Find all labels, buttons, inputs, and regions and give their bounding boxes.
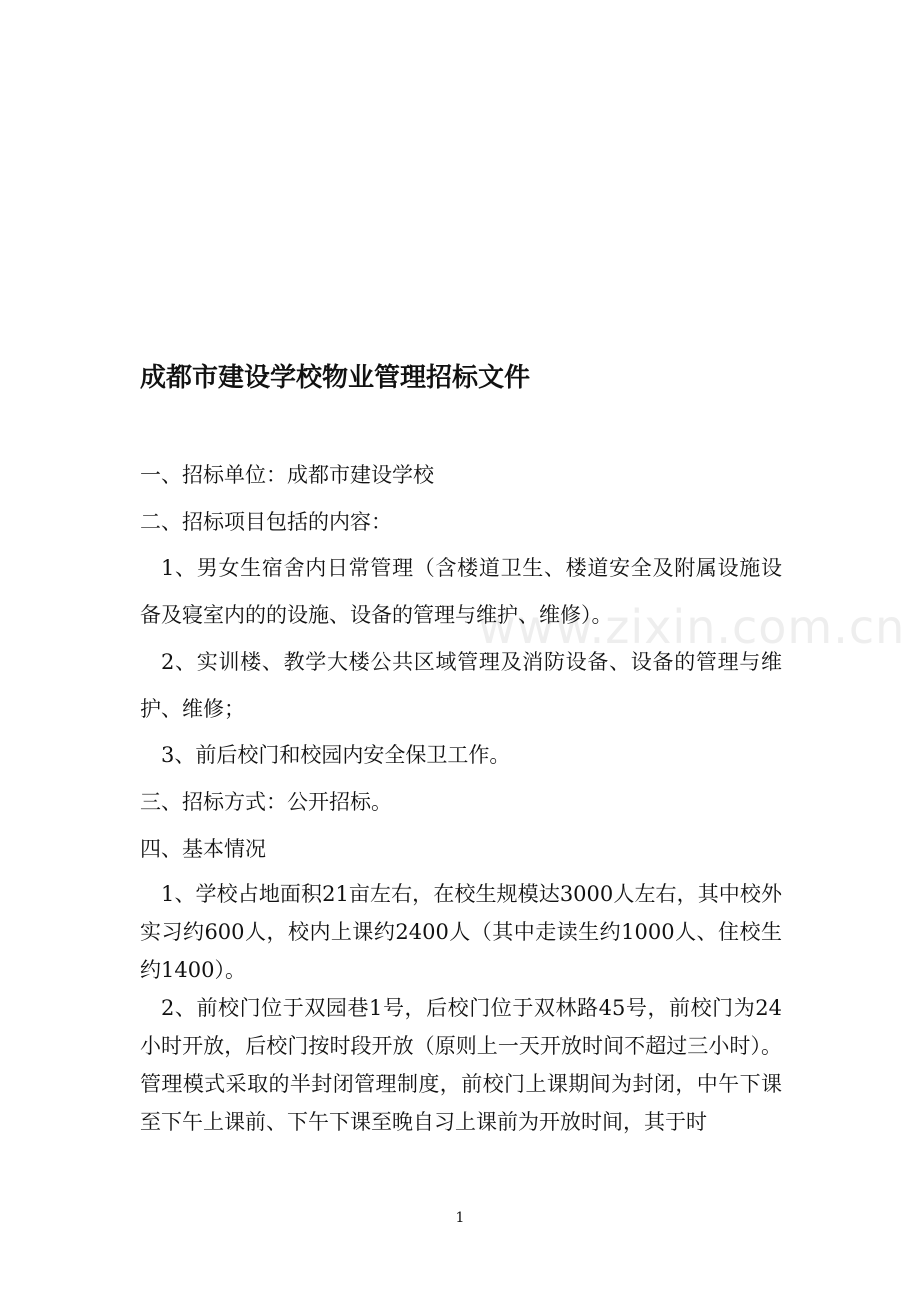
section-bidding-unit: 一、招标单位：成都市建设学校 <box>140 463 434 487</box>
basic-info-item-2: 2、前校门位于双园巷1号，后校门位于双林路45号，前校门为24小时开放，后校门按时段开放（原则上一天开放时间不超过三小时）。管理模式采取的半封闭管理制度，前校门上课期间为封闭，中午下课至下午上课前、下午下课至晚自习上课前为开放时间，其于时 <box>140 996 782 1135</box>
document-title: 成都市建设学校物业管理招标文件 <box>140 363 531 393</box>
section-basic-info: 四、基本情况 <box>140 836 266 861</box>
section-project-content: 二、招标项目包括的内容： <box>140 509 392 534</box>
section-bidding-method: 三、招标方式：公开招标。 <box>140 789 392 814</box>
page-number: 1 <box>455 1210 465 1226</box>
content-item-2: 2、实训楼、教学大楼公共区域管理及消防设备、设备的管理与维护、维修； <box>140 649 782 721</box>
content-item-3: 3、前后校门和校园内安全保卫工作。 <box>161 743 511 768</box>
basic-info-item-1: 1、学校占地面积21亩左右，在校生规模达3000人左右，其中校外实习约600人，校内上课约2400人（其中走读生约1000人、住校生约1400）。 <box>140 882 782 983</box>
watermark: www.zixin.com.cn <box>478 600 906 654</box>
document-body <box>140 452 782 1141</box>
content-item-1: 1、男女生宿舍内日常管理（含楼道卫生、楼道安全及附属设施设备及寝室内的的设施、设备的管理与维护、维修）。 <box>140 556 782 628</box>
